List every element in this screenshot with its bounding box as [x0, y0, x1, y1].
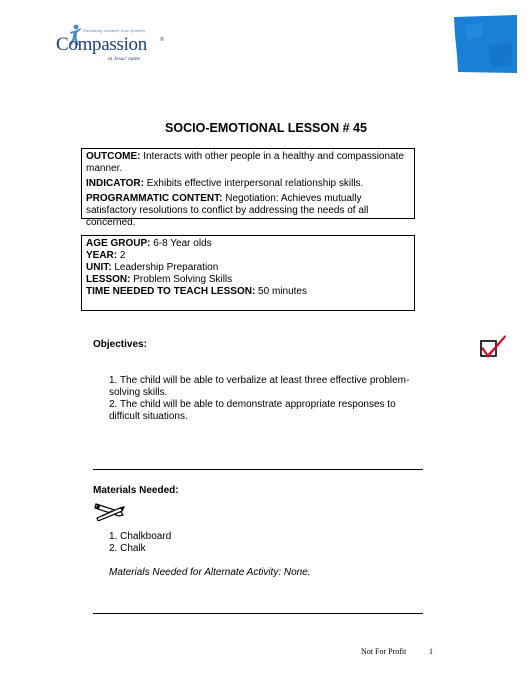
- indicator-line: [86, 178, 409, 190]
- programmatic-content-line: [86, 193, 409, 229]
- material-item-2: 2. Chalk: [109, 543, 146, 554]
- objectives-heading: Objectives:: [93, 339, 147, 350]
- year-value: 2: [117, 250, 126, 261]
- lesson-label: LESSON:: [86, 274, 131, 285]
- outcome-label: OUTCOME:: [86, 151, 141, 162]
- lesson-line: [86, 274, 409, 286]
- divider-rule: [93, 469, 423, 470]
- divider-rule: [93, 613, 423, 614]
- age-group-line: [86, 238, 409, 250]
- objectives-list: [109, 375, 429, 423]
- indicator-label: INDICATOR:: [86, 178, 144, 189]
- logo-tagline: Releasing children from poverty: [83, 28, 146, 33]
- programmatic-content-label: PROGRAMMATIC CONTENT:: [86, 193, 223, 204]
- indicator-text: Exhibits effective interpersonal relationship skills.: [143, 178, 364, 189]
- year-line: [86, 250, 409, 262]
- logo-wordmark: Compassion: [56, 34, 147, 55]
- year-label: YEAR:: [86, 250, 118, 261]
- page-number: 1: [429, 647, 433, 656]
- time-needed-value: 50 minutes: [255, 286, 307, 297]
- outcome-line: [86, 151, 409, 175]
- unit-label: UNIT:: [86, 262, 112, 273]
- lesson-value: Problem Solving Skills: [130, 274, 233, 285]
- outcome-text: Interacts with other people in a healthy and compassionate manner.: [86, 151, 404, 174]
- time-needed-label: TIME NEEDED TO TEACH LESSON:: [86, 286, 256, 297]
- lesson-info-box: [81, 235, 415, 311]
- materials-heading: Materials Needed:: [93, 485, 179, 496]
- checkbox-checked-icon: [479, 333, 507, 360]
- objective-item-2: 2. The child will be able to demonstrate appropriate responses to difficult situations.: [109, 399, 396, 422]
- time-needed-line: [86, 286, 409, 298]
- unit-line: [86, 262, 409, 274]
- blue-corner-block: [454, 15, 517, 73]
- compassion-logo: [56, 24, 168, 68]
- page-title: SOCIO-EMOTIONAL LESSON # 45: [165, 121, 367, 135]
- pencil-crayon-icon: [94, 501, 126, 521]
- logo-registered-mark: ®: [160, 37, 164, 43]
- programmatic-content-text: Negotiation: Achieves mutually satisfactory resolutions to conflict by addressing the needs of all concerned.: [86, 193, 369, 228]
- outcome-box: [81, 148, 415, 228]
- objective-item-1: 1. The child will be able to verbalize at least three effective problem-solving skills.: [109, 375, 410, 398]
- materials-list: [109, 531, 171, 555]
- age-group-value: 6-8 Year olds: [150, 238, 212, 249]
- material-item-1: 1. Chalkboard: [109, 531, 172, 542]
- logo-subtitle: in Jesus' name: [108, 56, 141, 62]
- alternate-materials-note: Materials Needed for Alternate Activity: None.: [109, 567, 311, 578]
- age-group-label: AGE GROUP:: [86, 238, 151, 249]
- footer-text: Not For Profit: [361, 647, 407, 656]
- unit-value: Leadership Preparation: [111, 262, 219, 273]
